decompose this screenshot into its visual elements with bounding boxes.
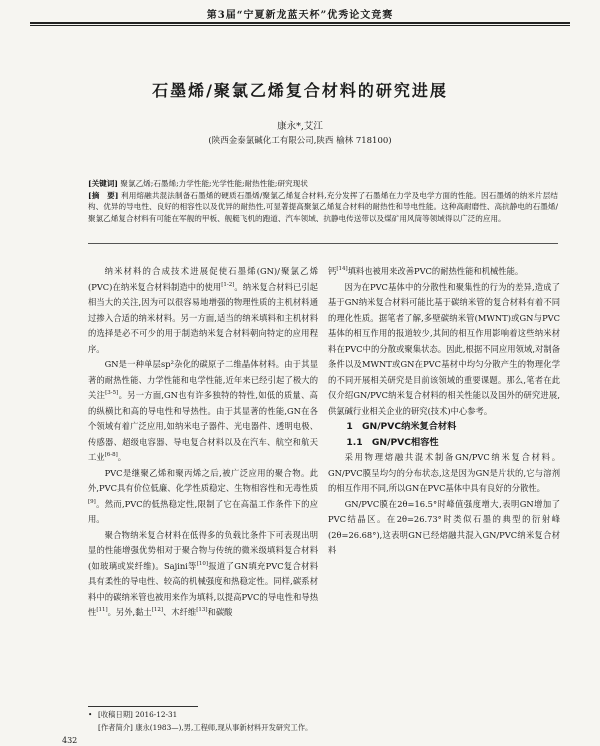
author-line: 康永*,艾江: [277, 121, 323, 132]
citation: [12]: [151, 607, 164, 614]
right-column: [328, 264, 560, 559]
journal-header: 第3届“宁夏新龙蓝天杯”优秀论文竞赛: [206, 10, 394, 21]
section-heading-1: 1 GN/PVC纳米复合材料: [346, 421, 457, 432]
page-number: 432: [62, 736, 78, 745]
citation: [11]: [96, 607, 108, 614]
footnote-rule: [88, 706, 198, 707]
left-paragraph-3: PVC是继聚乙烯和聚丙烯之后,被广泛应用的聚合物。此外,PVC具有价位低廉、化学性质稳定、生物相容性和无毒性质[9]。然而,PVC的低热稳定性,限制了它在高温工作条件下的应用。: [88, 467, 318, 524]
citation: [1-2]: [221, 281, 235, 288]
left-paragraph-1: 纳米材料的合成技术进展促使石墨烯(GN)/聚氯乙烯(PVC)在纳米复合材料制造中的使用[1-2]。纳米复合材料已引起相当大的关注,因为可以很容易地增强的物理性质的主机材料通过掺入合适的纳米材料。另一方面,适当的纳米填料和主机材料的选择是必不可少的用于制造纳米复合材料朝向特定的应用程序。: [88, 266, 318, 354]
citation: [3-5]: [105, 390, 119, 397]
keywords-tag: [关键词]: [88, 179, 118, 188]
citation: [14]: [336, 266, 348, 273]
citation: [13]: [196, 607, 208, 614]
header-rule-thin: [30, 25, 570, 26]
citation: [6-8]: [104, 452, 118, 459]
right-paragraph-2: 采用物理熔融共混术制备GN/PVC纳米复合材料。GN/PVC膜呈均匀的分布状态,这是因为GN是片状的,它与溶剂的相互作用不同,所以GN在PVC基体中具有良好的分散性。: [328, 452, 560, 493]
affiliation-line: (陕西金泰氯碱化工有限公司,陕西 榆林 718100): [208, 136, 392, 146]
keywords-line: [88, 178, 558, 190]
abstract-block: [88, 178, 558, 224]
footnote-received: • [收稿日期] 2016-12-31: [88, 710, 178, 719]
header-rule: [30, 22, 570, 24]
footnote-author-bio: [作者简介] 康永(1983—),男,工程师,现从事新材料开发研究工作。: [98, 723, 313, 732]
summary-text: 利用熔融共混法制备石墨烯的硬质石墨烯/聚氯乙烯复合材料,充分发挥了石墨烯在力学及电学方面的性能。因石墨烯的纳米片层结构、优异的导电性、良好的相容性以及优异的耐热性,可显著提高聚氯乙烯复合材料的耐热性和导电性能。这种高耐磨性、高抗静电的石墨烯/聚氯乙烯复合材料有可能在军舰的甲板、舰艇飞机的跑道、汽车领域、抗静电传送带以及煤矿用风筒等领域得以广泛的应用。: [88, 190, 559, 223]
abstract-rule: [88, 243, 558, 244]
citation: [10]: [196, 560, 209, 567]
left-column: [88, 264, 318, 621]
summary-line: [88, 190, 558, 225]
right-paragraph-0: 钙[14]填料也被用来改善PVC的耐热性能和机械性能。: [328, 266, 524, 276]
left-paragraph-4: 聚合物纳米复合材料在低得多的负载比条件下可表现出明显的性能增强优势相对于聚合物与传统的微米级填料复合材料(如玻璃或炭纤维)。Sajini等[10]报道了GN填充PVC复合材料具有柔性的导电性、较高的机械强度和热稳定性。同样,碳系材料中的碳纳米管也被用来作为填料,以提高PVC的导电性和导热性[11]。另外,黏土[12]、木纤维[13]和碳酸: [88, 529, 318, 617]
section-heading-1-1: 1.1 GN/PVC相容性: [346, 436, 439, 448]
keywords-text: 聚氯乙烯;石墨烯;力学性能;光学性能;耐热性能;研究现状: [120, 179, 308, 188]
summary-tag: [摘 要]: [88, 190, 119, 200]
citation: [9]: [88, 498, 96, 505]
left-paragraph-2: GN是一种单层sp²杂化的碳原子二维晶体材料。由于其显著的耐热性能、力学性能和电学性能,近年来已经引起了极大的关注[3-5]。另一方面,GN也有许多独特的特性,如低的质量、高的纵横比和高的导电性和导热性。由于其显著的性能,GN在各个领域有着广泛应用,如纳米电子器件、光电器件、透明电极、传感器、超级电容器、导电复合材料以及在汽车、航空和航天工业[6-8]。: [88, 359, 318, 462]
right-paragraph-3: GN/PVC膜在2θ=16.5°时峰值强度增大,表明GN增加了PVC结晶区。在2θ=26.73°时类似石墨的典型的衍射峰(2θ=26.68°),这表明GN已经熔融共混入GN/PVC纳米复合材料: [328, 498, 560, 555]
paper-title: 石墨烯/聚氯乙烯复合材料的研究进展: [152, 81, 448, 100]
right-paragraph-1: 因为在PVC基体中的分散性和聚集性的行为的差异,造成了基于GN纳米复合材料可能比基于碳纳米管的复合材料有着不同的理化性质。据笔者了解,多壁碳纳米管(MWNT)或GN与PVC基体的相互作用的报道较少,其间的相互作用影响着这些纳米材料在PVC中的分散或聚集状态。因此,根据不同应用领域,对制备条件以及MWNT或GN在PVC基材中均匀分散产生的物理化学的不同开展相关研究是目前该领域的重要课题。那么,笔者在此仅介绍GN/PVC纳米复合材料的相关性能以及国外的研究进展,供氯碱行业相关企业的研究(技术)中心参考。: [328, 281, 560, 416]
